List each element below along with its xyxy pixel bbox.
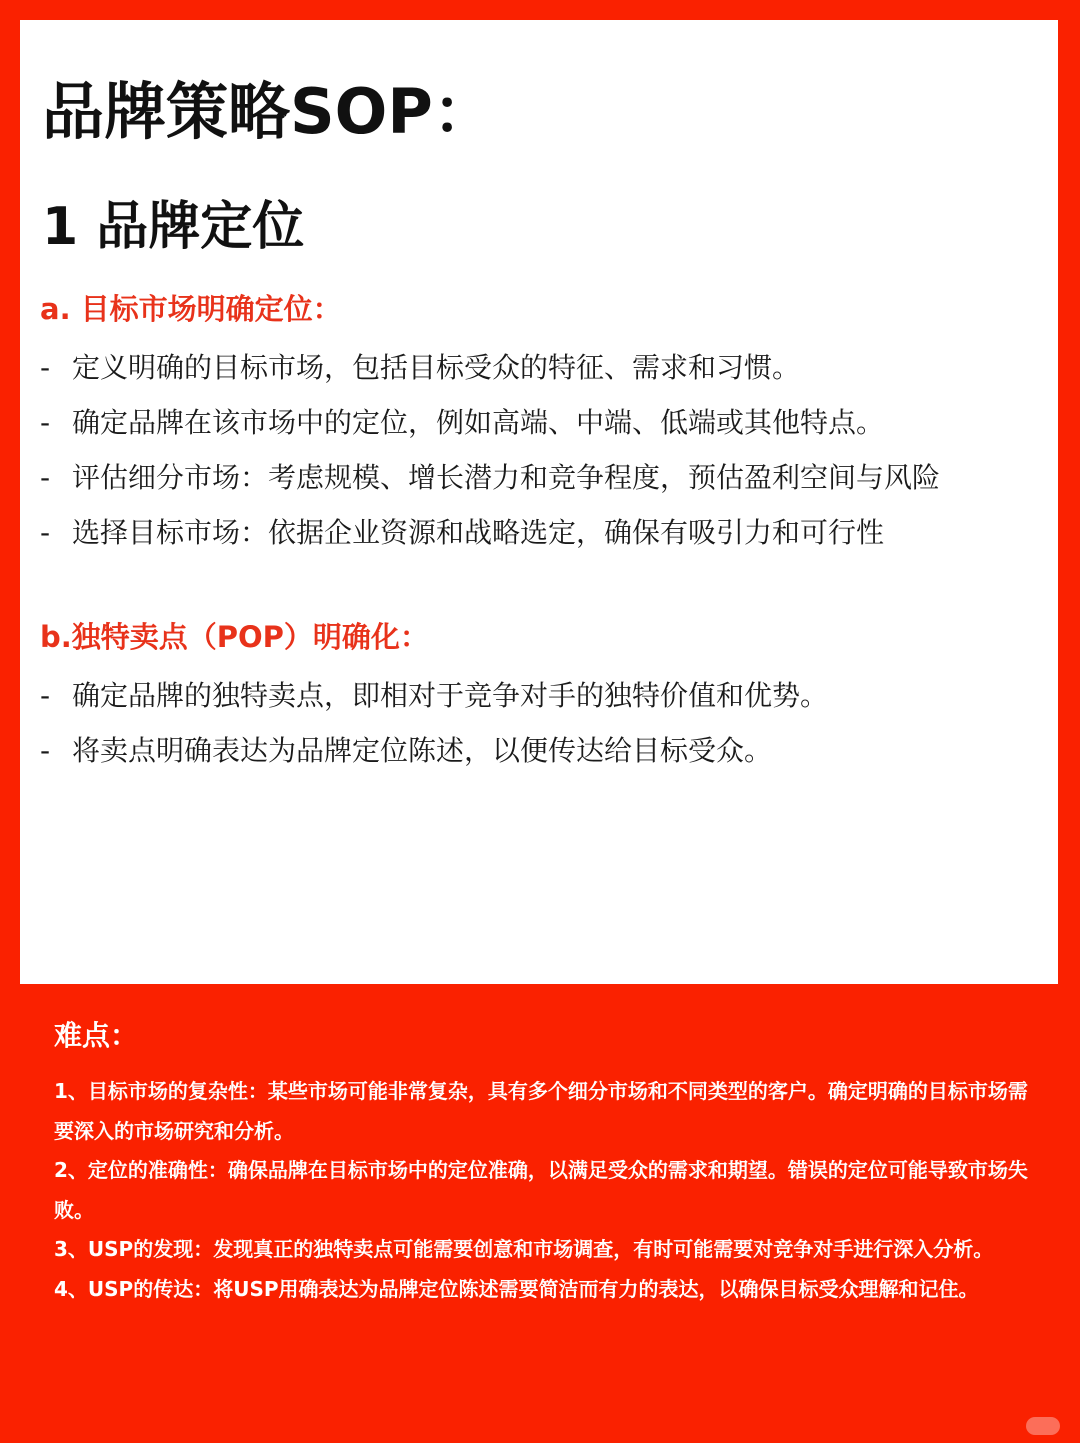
difficulty-item: 2、定位的准确性：确保品牌在目标市场中的定位准确，以满足受众的需求和期望。错误的定位可能导致市场失败。 [54, 1158, 1028, 1222]
difficulties-title: 难点： [54, 1019, 139, 1052]
list-item-text: 选择目标市场：依据企业资源和战略选定，确保有吸引力和可行性 [72, 516, 885, 549]
bullet-dash: - [40, 516, 51, 549]
difficulty-item: 4、USP的传达：将USP用确表达为品牌定位陈述需要简洁而有力的表达，以确保目标受众理解和记住。 [54, 1276, 979, 1301]
list-item-text: 确定品牌的独特卖点，即相对于竞争对手的独特价值和优势。 [72, 679, 829, 712]
subheading-unique-selling-point: b.独特卖点（POP）明确化： [40, 620, 429, 654]
watermark-badge [1026, 1417, 1060, 1435]
bullet-dash: - [40, 351, 51, 384]
list-item [40, 729, 1050, 784]
difficulty-item: 3、USP的发现：发现真正的独特卖点可能需要创意和市场调查，有时可能需要对竞争对手进行深入分析。 [54, 1237, 994, 1262]
section-heading: 1 品牌定位 [42, 197, 305, 257]
list-item [40, 456, 1050, 511]
content-card [20, 20, 1058, 984]
subheading-target-market: a. 目标市场明确定位： [40, 292, 342, 326]
list-item-text: 定义明确的目标市场，包括目标受众的特征、需求和习惯。 [72, 351, 801, 384]
list-item-text: 评估细分市场：考虑规模、增长潜力和竞争程度，预估盈利空间与风险 [72, 461, 941, 494]
bullet-dash: - [40, 406, 51, 439]
bullet-dash: - [40, 679, 51, 712]
list-item [40, 401, 1050, 456]
list-item [40, 346, 1050, 401]
selling-point-list [40, 674, 1050, 784]
list-item-text: 确定品牌在该市场中的定位，例如高端、中端、低端或其他特点。 [72, 406, 885, 439]
list-item [40, 511, 1050, 566]
difficulties-section [54, 1018, 1034, 1309]
difficulties-list [54, 1072, 1034, 1309]
page-title: 品牌策略SOP： [42, 75, 495, 148]
list-item-text: 将卖点明确表达为品牌定位陈述，以便传达给目标受众。 [72, 734, 773, 767]
list-item [40, 674, 1050, 729]
difficulty-item: 1、目标市场的复杂性：某些市场可能非常复杂，具有多个细分市场和不同类型的客户。确定明确的目标市场需要深入的市场研究和分析。 [54, 1079, 1028, 1143]
target-market-list [40, 346, 1050, 566]
bullet-dash: - [40, 734, 51, 767]
bullet-dash: - [40, 461, 51, 494]
